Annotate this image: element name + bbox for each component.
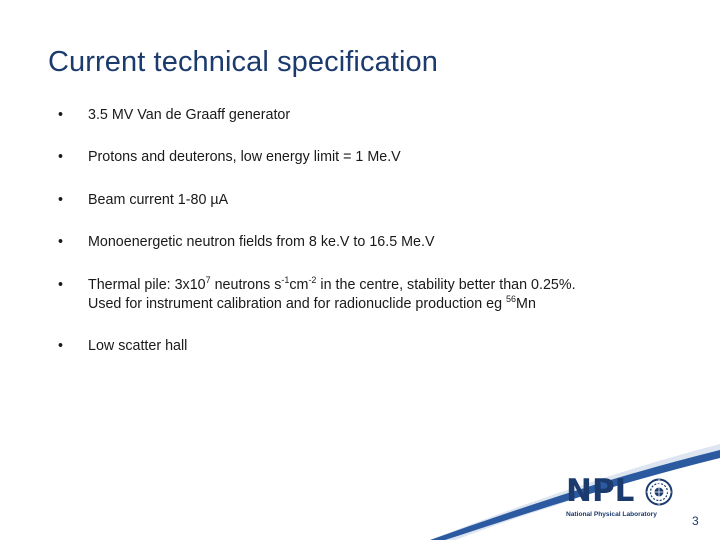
bullet-text: Beam current 1-80 µA: [88, 192, 229, 208]
bullet-dot: •: [58, 192, 64, 208]
npl-emblem-icon: [645, 477, 673, 507]
bullet-dot: •: [58, 234, 64, 250]
thermal-pile-line-2: Used for instrument calibration and for radionuclide production eg $^{56}$Mn: [88, 294, 536, 312]
bullet-dot: •: [58, 149, 64, 165]
npl-logo-wordmark: NPL: [566, 473, 635, 509]
bullet-dot: •: [58, 107, 64, 123]
bullet-text: Low scatter hall: [88, 338, 188, 354]
bullet-dot: •: [58, 338, 64, 354]
bullet-dot: •: [58, 277, 64, 293]
bullet-text-thermal-pile: [88, 276, 688, 314]
slide-title: Current technical specification: [48, 46, 438, 78]
bullet-text: Monoenergetic neutron fields from 8 ke.V to 16.5 Me.V: [88, 234, 435, 250]
bullet-text: 3.5 MV Van de Graaff generator: [88, 107, 291, 123]
bullet-text: Protons and deuterons, low energy limit = 1 Me.V: [88, 149, 401, 165]
npl-logo-subtitle: National Physical Laboratory: [566, 511, 657, 518]
thermal-pile-line-1: Thermal pile: $3x10^7$ neutrons $s^{-1}cm^{-2}$ in the centre, stability better than 0.25%.: [88, 275, 576, 293]
page-number: 3: [692, 514, 699, 528]
